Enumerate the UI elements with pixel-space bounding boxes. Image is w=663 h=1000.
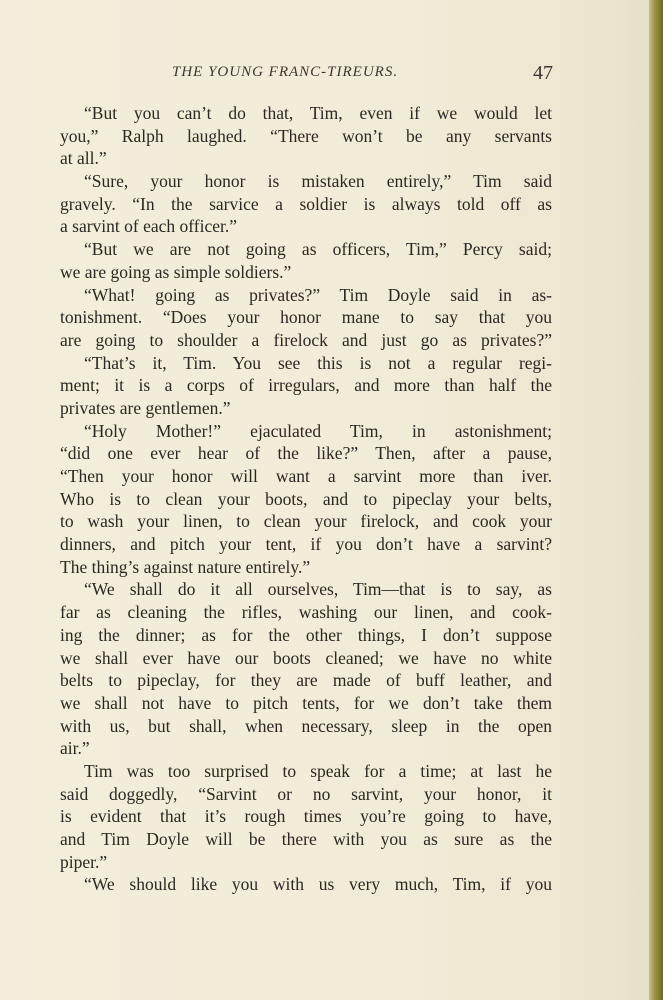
text-line: belts to pipeclay, for they are made of buff leather, and — [60, 670, 552, 691]
text-line: dinners, and pitch your tent, if you don’t have a sarvint? — [60, 534, 552, 555]
text-line: with us, but shall, when necessary, sleep in the open — [60, 715, 552, 736]
book-spine-edge — [649, 0, 663, 1000]
text-line: “We should like you with us very much, Tim, if you — [84, 874, 552, 895]
text-line: “Sure, your honor is mistaken entirely,” Tim said — [84, 171, 552, 192]
text-line: is evident that it’s rough times you’re going to have, — [60, 806, 552, 827]
text-line: to wash your linen, to clean your firelock, and cook your — [60, 511, 552, 532]
text-line: we shall ever have our boots cleaned; we have no white — [60, 647, 552, 668]
text-line: “did one ever hear of the like?” Then, after a pause, — [60, 443, 552, 464]
text-line: ment; it is a corps of irregulars, and more than half the — [60, 375, 552, 396]
text-line: “Holy Mother!” ejaculated Tim, in astonishment; — [84, 420, 552, 441]
text-line: privates are gentlemen.” — [60, 397, 231, 418]
text-line: air.” — [60, 738, 90, 759]
page-header — [60, 64, 553, 88]
text-line: “But you can’t do that, Tim, even if we would let — [84, 103, 552, 123]
body-text — [60, 102, 552, 896]
text-line: and Tim Doyle will be there with you as sure as the — [60, 829, 552, 849]
text-line: The thing’s against nature entirely.” — [60, 556, 311, 577]
text-line: “That’s it, Tim. You see this is not a regular regi- — [84, 352, 552, 373]
text-line: we are going as simple soldiers.” — [60, 261, 292, 282]
text-line: are going to shoulder a firelock and just go as privates?” — [60, 329, 552, 350]
text-line: Who is to clean your boots, and to pipeclay your belts, — [60, 488, 552, 509]
page-number: 47 — [533, 62, 553, 84]
text-line: you,” Ralph laughed. “There won’t be any servants — [60, 125, 552, 146]
text-line: ing the dinner; as for the other things, I don’t suppose — [60, 624, 552, 645]
text-line: piper.” — [60, 851, 108, 872]
text-line: we shall not have to pitch tents, for we don’t take them — [60, 692, 552, 713]
text-line: gravely. “In the sarvice a soldier is always told off as — [60, 193, 552, 214]
text-line: “What! going as privates?” Tim Doyle said in as- — [84, 284, 552, 305]
text-line: far as cleaning the rifles, washing our linen, and cook- — [60, 602, 552, 623]
text-line: “Then your honor will want a sarvint more than iver. — [60, 466, 552, 486]
text-line: tonishment. “Does your honor mane to say that you — [60, 307, 552, 328]
text-line: Tim was too surprised to speak for a time; at last he — [84, 760, 552, 781]
text-line: at all.” — [60, 148, 107, 169]
text-line: “But we are not going as officers, Tim,” Percy said; — [84, 239, 552, 260]
running-title: THE YOUNG FRANC-TIREURS. — [172, 64, 399, 80]
text-line: said doggedly, “Sarvint or no sarvint, your honor, it — [60, 783, 552, 804]
text-line: a sarvint of each officer.” — [60, 216, 238, 237]
text-line: “We shall do it all ourselves, Tim—that is to say, as — [84, 579, 552, 600]
